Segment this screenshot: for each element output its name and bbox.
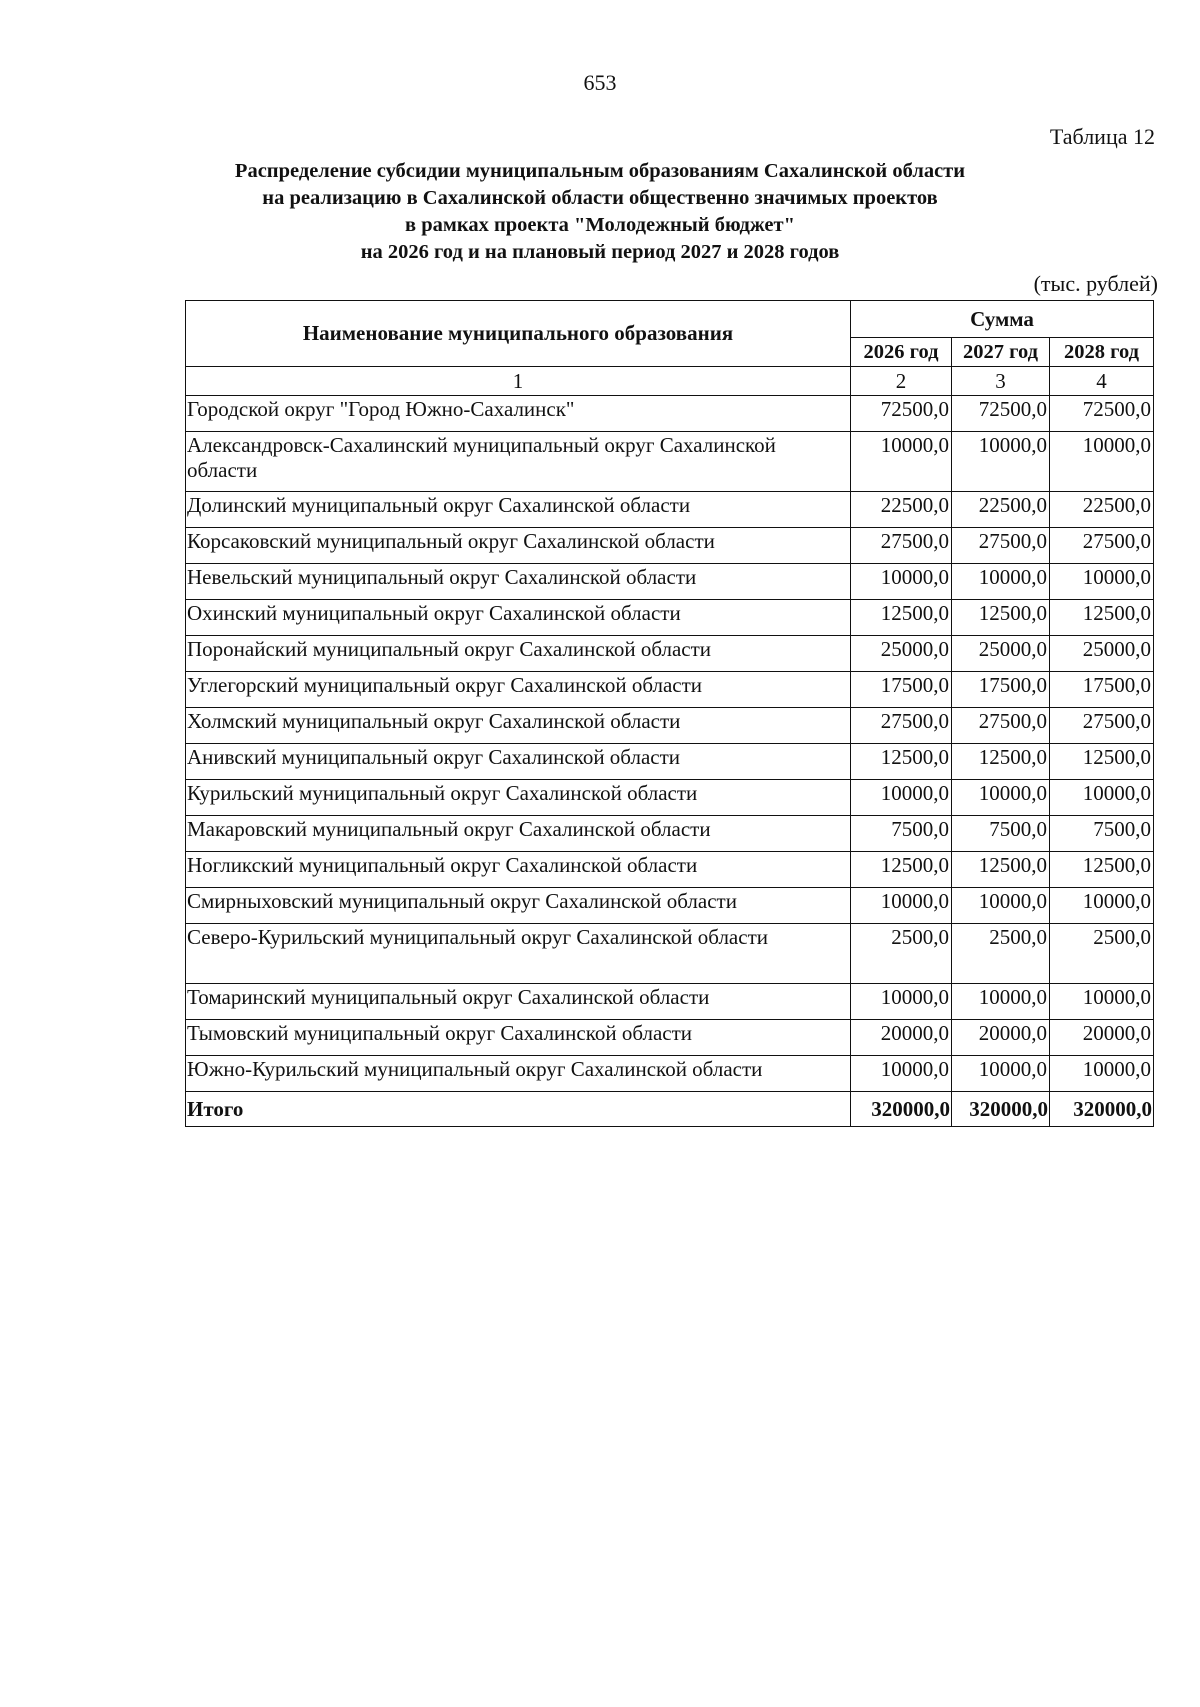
municipality-name: Ногликский муниципальный округ Сахалинской области (186, 852, 851, 888)
amount-2027: 17500,0 (952, 672, 1050, 708)
amount-2028: 22500,0 (1050, 492, 1154, 528)
table-row (186, 396, 1154, 432)
municipality-name: Холмский муниципальный округ Сахалинской области (186, 708, 851, 744)
title-line: на 2026 год и на плановый период 2027 и 2028 годов (360, 241, 840, 263)
column-number: 2 (851, 367, 952, 396)
amount-2026: 10000,0 (851, 780, 952, 816)
municipality-name: Охинский муниципальный округ Сахалинской области (186, 600, 851, 636)
amount-2028: 27500,0 (1050, 708, 1154, 744)
municipality-name: Томаринский муниципальный округ Сахалинской области (186, 984, 851, 1020)
total-row (186, 1092, 1154, 1127)
amount-2028: 20000,0 (1050, 1020, 1154, 1056)
table-row (186, 1056, 1154, 1092)
amount-2028: 10000,0 (1050, 888, 1154, 924)
table-row (186, 432, 1154, 492)
amount-2027: 10000,0 (952, 888, 1050, 924)
amount-2028: 2500,0 (1050, 924, 1154, 984)
table-row (186, 780, 1154, 816)
municipality-name: Корсаковский муниципальный округ Сахалинской области (186, 528, 851, 564)
amount-2027: 72500,0 (952, 396, 1050, 432)
title-line: на реализацию в Сахалинской области общественно значимых проектов (262, 187, 938, 209)
municipality-name: Поронайский муниципальный округ Сахалинской области (186, 636, 851, 672)
units-label: (тыс. рублей) (1033, 271, 1158, 296)
table-row (186, 924, 1154, 984)
amount-2027: 27500,0 (952, 708, 1050, 744)
municipality-name: Северо-Курильский муниципальный округ Сахалинской области (186, 924, 851, 984)
municipality-name: Городской округ "Город Южно-Сахалинск" (186, 396, 851, 432)
amount-2027: 10000,0 (952, 984, 1050, 1020)
total-2028: 320000,0 (1050, 1092, 1154, 1127)
amount-2026: 27500,0 (851, 528, 952, 564)
municipality-name: Углегорский муниципальный округ Сахалинской области (186, 672, 851, 708)
amount-2028: 10000,0 (1050, 984, 1154, 1020)
municipality-name: Южно-Курильский муниципальный округ Сахалинской области (186, 1056, 851, 1092)
amount-2027: 10000,0 (952, 564, 1050, 600)
amount-2026: 22500,0 (851, 492, 952, 528)
amount-2027: 7500,0 (952, 816, 1050, 852)
amount-2028: 10000,0 (1050, 564, 1154, 600)
amount-2026: 2500,0 (851, 924, 952, 984)
amount-2028: 27500,0 (1050, 528, 1154, 564)
amount-2028: 12500,0 (1050, 852, 1154, 888)
header-year-2028: 2028 год (1050, 338, 1154, 367)
amount-2026: 10000,0 (851, 888, 952, 924)
header-municipality-name: Наименование муниципального образования (186, 301, 851, 367)
amount-2027: 25000,0 (952, 636, 1050, 672)
subsidy-allocation-table (185, 300, 1154, 1127)
total-label: Итого (186, 1092, 851, 1127)
amount-2026: 20000,0 (851, 1020, 952, 1056)
municipality-name: Тымовский муниципальный округ Сахалинской области (186, 1020, 851, 1056)
amount-2026: 10000,0 (851, 1056, 952, 1092)
title-line: в рамках проекта "Молодежный бюджет" (405, 214, 795, 236)
table-row (186, 816, 1154, 852)
municipality-name: Курильский муниципальный округ Сахалинской области (186, 780, 851, 816)
amount-2026: 17500,0 (851, 672, 952, 708)
amount-2028: 12500,0 (1050, 600, 1154, 636)
municipality-name: Анивский муниципальный округ Сахалинской области (186, 744, 851, 780)
total-2027: 320000,0 (952, 1092, 1050, 1127)
amount-2028: 10000,0 (1050, 780, 1154, 816)
amount-2026: 10000,0 (851, 564, 952, 600)
title-line: Распределение субсидии муниципальным образованиям Сахалинской области (234, 160, 966, 182)
amount-2026: 7500,0 (851, 816, 952, 852)
amount-2028: 10000,0 (1050, 432, 1154, 492)
table-row (186, 852, 1154, 888)
column-number: 3 (952, 367, 1050, 396)
amount-2028: 72500,0 (1050, 396, 1154, 432)
table-row (186, 672, 1154, 708)
header-sum: Сумма (851, 301, 1154, 338)
amount-2027: 10000,0 (952, 1056, 1050, 1092)
amount-2027: 10000,0 (952, 432, 1050, 492)
header-year-2026: 2026 год (851, 338, 952, 367)
amount-2028: 17500,0 (1050, 672, 1154, 708)
column-number: 1 (186, 367, 851, 396)
table-label: Таблица 12 (1049, 124, 1155, 149)
amount-2027: 22500,0 (952, 492, 1050, 528)
amount-2026: 12500,0 (851, 852, 952, 888)
table-row (186, 564, 1154, 600)
amount-2026: 25000,0 (851, 636, 952, 672)
amount-2026: 12500,0 (851, 744, 952, 780)
amount-2026: 27500,0 (851, 708, 952, 744)
table-row (186, 1020, 1154, 1056)
document-title (160, 158, 1040, 266)
table-row (186, 600, 1154, 636)
amount-2027: 12500,0 (952, 600, 1050, 636)
table-row (186, 528, 1154, 564)
header-year-2027: 2027 год (952, 338, 1050, 367)
amount-2027: 10000,0 (952, 780, 1050, 816)
column-number: 4 (1050, 367, 1154, 396)
municipality-name: Макаровский муниципальный округ Сахалинской области (186, 816, 851, 852)
amount-2028: 25000,0 (1050, 636, 1154, 672)
amount-2028: 7500,0 (1050, 816, 1154, 852)
municipality-name: Долинский муниципальный округ Сахалинской области (186, 492, 851, 528)
amount-2027: 27500,0 (952, 528, 1050, 564)
amount-2026: 10000,0 (851, 432, 952, 492)
amount-2027: 2500,0 (952, 924, 1050, 984)
table-row (186, 984, 1154, 1020)
amount-2027: 12500,0 (952, 852, 1050, 888)
amount-2026: 72500,0 (851, 396, 952, 432)
municipality-name: Смирныховский муниципальный округ Сахалинской области (186, 888, 851, 924)
municipality-name: Александровск-Сахалинский муниципальный округ Сахалинской области (186, 432, 851, 492)
table-row (186, 888, 1154, 924)
amount-2026: 12500,0 (851, 600, 952, 636)
amount-2028: 12500,0 (1050, 744, 1154, 780)
table-row (186, 708, 1154, 744)
page-number: 653 (583, 70, 617, 95)
amount-2027: 20000,0 (952, 1020, 1050, 1056)
amount-2028: 10000,0 (1050, 1056, 1154, 1092)
table-row (186, 636, 1154, 672)
amount-2026: 10000,0 (851, 984, 952, 1020)
total-2026: 320000,0 (851, 1092, 952, 1127)
municipality-name: Невельский муниципальный округ Сахалинской области (186, 564, 851, 600)
amount-2027: 12500,0 (952, 744, 1050, 780)
table-row (186, 744, 1154, 780)
table-row (186, 492, 1154, 528)
